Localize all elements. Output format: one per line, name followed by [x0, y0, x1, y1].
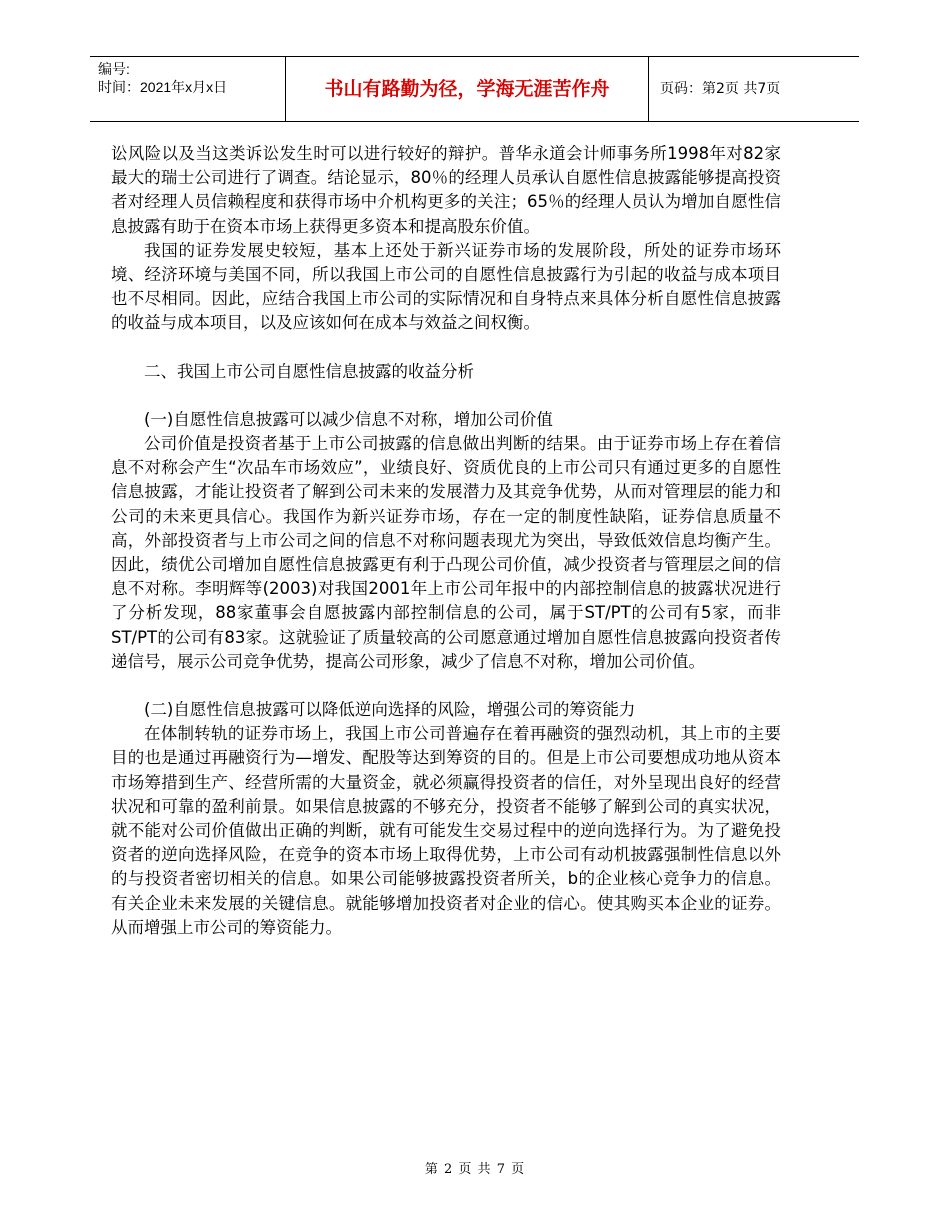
- document-number-label: 编号:: [98, 61, 130, 77]
- header-meta-cell: [90, 57, 286, 121]
- body-paragraph: 在体制转轨的证券市场上，我国上市公司普遍存在着再融资的强烈动机，其上市的主要目的也是通过再融资行为—增发、配股等达到筹资的目的。但是上市公司要想成功地从资本市场筹措到生产、经营所需的大量资金，就必须赢得投资者的信任，对外呈现出良好的经营状况和可靠的盈利前景。如果信息披露的不够充分，投资者不能够了解到公司的真实状况，就不能对公司价值做出正确的判断，就有可能发生交易过程中的逆向选择行为。为了避免投资者的逆向选择风险，在竞争的资本市场上取得优势，上市公司有动机披露强制性信息以外的与投资者密切相关的信息。如果公司能够披露投资者所关，b的企业核心竞争力的信息。有关企业未来发展的关键信息。就能够增加投资者对企业的信心。使其购买本企业的证券。从而增强上市公司的筹资能力。: [111, 724, 781, 937]
- header-motto: 书山有路勤为径，学海无涯苦作舟: [286, 57, 649, 121]
- page-footer: 第 2 页 共 7 页: [424, 1162, 526, 1177]
- body-paragraph: 讼风险以及当这类诉讼发生时可以进行较好的辩护。普华永道会计师事务所1998年对82家最大的瑞士公司进行了调查。结论显示，80％的经理人员承认自愿性信息披露能够提高投资者对经理人员信赖程度和获得市场中介机构更多的关注；65％的经理人员认为增加自愿性信息披露有助于在资本市场上获得更多资本和提高股东价值。: [111, 144, 781, 236]
- subsection-heading: (二)自愿性信息披露可以降低逆向选择的风险，增强公司的筹资能力: [144, 700, 636, 720]
- subsection-heading: (一)自愿性信息披露可以减少信息不对称，增加公司价值: [144, 409, 553, 429]
- document-time-label: 时间：2021年x月x日: [98, 79, 228, 95]
- header-page-number: 页码：第2页 共7页: [660, 81, 781, 97]
- section-heading: 二、我国上市公司自愿性信息披露的收益分析: [144, 361, 474, 381]
- page-header: [90, 56, 859, 122]
- body-paragraph: 公司价值是投资者基于上市公司披露的信息做出判断的结果。由于证券市场上存在着信息不对称会产生“次品车市场效应”，业绩良好、资质优良的上市公司只有通过更多的自愿性信息披露，才能让投资者了解到公司未来的发展潜力及其竞争优势，从而对管理层的能力和公司的未来更具信心。我国作为新兴证券市场，存在一定的制度性缺陷，证券信息质量不高，外部投资者与上市公司之间的信息不对称问题表现尤为突出，导致低效信息均衡产生。因此，绩优公司增加自愿性信息披露更有利于凸现公司价值，减少投资者与管理层之间的信息不对称。李明辉等(2003)对我国2001年上市公司年报中的内部控制信息的披露状况进行了分析发现，88家董事会自愿披露内部控制信息的公司，属于ST/PT的公司有5家，而非ST/PT的公司有83家。这就验证了质量较高的公司愿意通过增加自愿性信息披露向投资者传递信号，展示公司竞争优势，提高公司形象，减少了信息不对称，增加公司价值。: [111, 434, 781, 671]
- body-paragraph: 我国的证券发展史较短，基本上还处于新兴证券市场的发展阶段，所处的证券市场环境、经济环境与美国不同，所以我国上市公司的自愿性信息披露行为引起的收益与成本项目也不尽相同。因此，应结合我国上市公司的实际情况和自身特点来具体分析自愿性信息披露的收益与成本项目，以及应该如何在成本与效益之间权衡。: [111, 240, 781, 333]
- document-body: [111, 142, 781, 940]
